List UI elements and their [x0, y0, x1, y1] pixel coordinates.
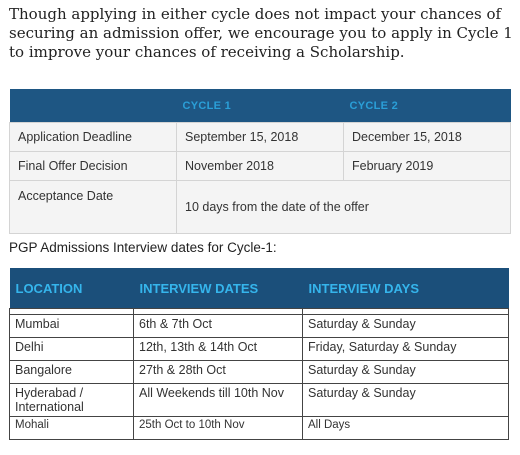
cycle-header-blank	[10, 89, 177, 123]
location-cell: Bangalore	[10, 361, 134, 384]
dates-cell: 6th & 7th Oct	[134, 315, 303, 338]
intro-paragraph: Though applying in either cycle does not impact your chances of securing an admission offer, we encourage you to apply in Cycle 1 to improve your chances of receiving a Scholarship.	[9, 5, 513, 61]
cycle2-value: February 2019	[344, 152, 511, 181]
dates-cell: 25th Oct to 10th Nov	[134, 417, 303, 440]
header-location: LOCATION	[10, 268, 134, 309]
days-cell: Friday, Saturday & Sunday	[303, 338, 509, 361]
cycle2-value: December 15, 2018	[344, 123, 511, 152]
cycle1-value: November 2018	[177, 152, 344, 181]
table-row	[10, 181, 511, 234]
cycle-table-header	[10, 89, 511, 123]
interview-heading: PGP Admissions Interview dates for Cycle-1:	[9, 240, 277, 255]
cycle-header-cycle2: CYCLE 2	[344, 89, 511, 123]
table-row	[10, 152, 511, 181]
table-row	[10, 338, 509, 361]
row-label: Final Offer Decision	[10, 152, 177, 181]
days-cell: All Days	[303, 417, 509, 440]
location-cell: Delhi	[10, 338, 134, 361]
days-cell: Saturday & Sunday	[303, 361, 509, 384]
merged-value: 10 days from the date of the offer	[177, 181, 511, 234]
row-label: Acceptance Date	[10, 181, 177, 234]
cycle-header-cycle1: CYCLE 1	[177, 89, 344, 123]
days-cell: Saturday & Sunday	[303, 315, 509, 338]
dates-cell: All Weekends till 10th Nov	[134, 384, 303, 417]
header-interview-days: INTERVIEW DAYS	[303, 268, 509, 309]
header-interview-dates: INTERVIEW DATES	[134, 268, 303, 309]
location-cell: Hyderabad / International	[10, 384, 134, 417]
days-cell: Saturday & Sunday	[303, 384, 509, 417]
cycle-table	[9, 89, 511, 234]
table-row	[10, 384, 509, 417]
table-row	[10, 361, 509, 384]
table-row	[10, 123, 511, 152]
dates-cell: 27th & 28th Oct	[134, 361, 303, 384]
cycle1-value: September 15, 2018	[177, 123, 344, 152]
table-row	[10, 417, 509, 440]
interview-table	[9, 268, 509, 440]
dates-cell: 12th, 13th & 14th Oct	[134, 338, 303, 361]
table-row	[10, 315, 509, 338]
row-label: Application Deadline	[10, 123, 177, 152]
interview-table-header	[10, 268, 509, 309]
location-cell: Mumbai	[10, 315, 134, 338]
location-cell: Mohali	[10, 417, 134, 440]
